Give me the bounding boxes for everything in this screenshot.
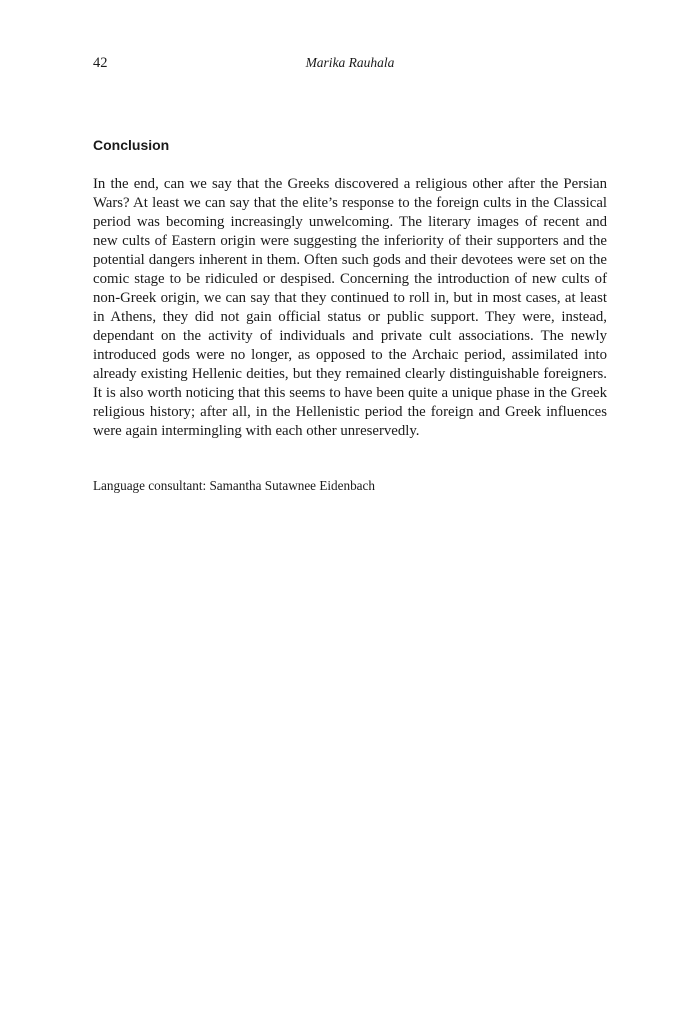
acknowledgement-note: Language consultant: Samantha Sutawnee Eidenbach [93,478,375,493]
page-number: 42 [93,55,108,71]
running-head-author: Marika Rauhala [305,55,395,70]
body-paragraph: In the end, can we say that the Greeks discovered a religious other after the Persian Wars? At least we can say that the elite’s response to the foreign cults in the Classical period was becoming increasingly unwelcoming. The literary images of recent and new cults of Eastern origin were suggesting the inferiority of their supporters and the potential dangers inherent in them. Often such gods and their devotees were set on the comic stage to be ridiculed or despised. Concerning the introduction of new cults of non-Greek origin, we can say that they continued to roll in, but in most cases, at least in Athens, they did not gain official status or public support. They were, instead, dependant on the activity of individuals and private cult associations. The newly introduced gods were no longer, as opposed to the Archaic period, assimilated into already existing Hellenic deities, but they remained clearly distinguishable foreigners. It is also worth noticing that this seems to have been quite a unique phase in the Greek religious history; after all, in the Hellenistic period the foreign and Greek influences were again intermingling with each other unreservedly. [93,176,607,439]
page-header [93,55,607,75]
section-heading: Conclusion [93,137,170,153]
